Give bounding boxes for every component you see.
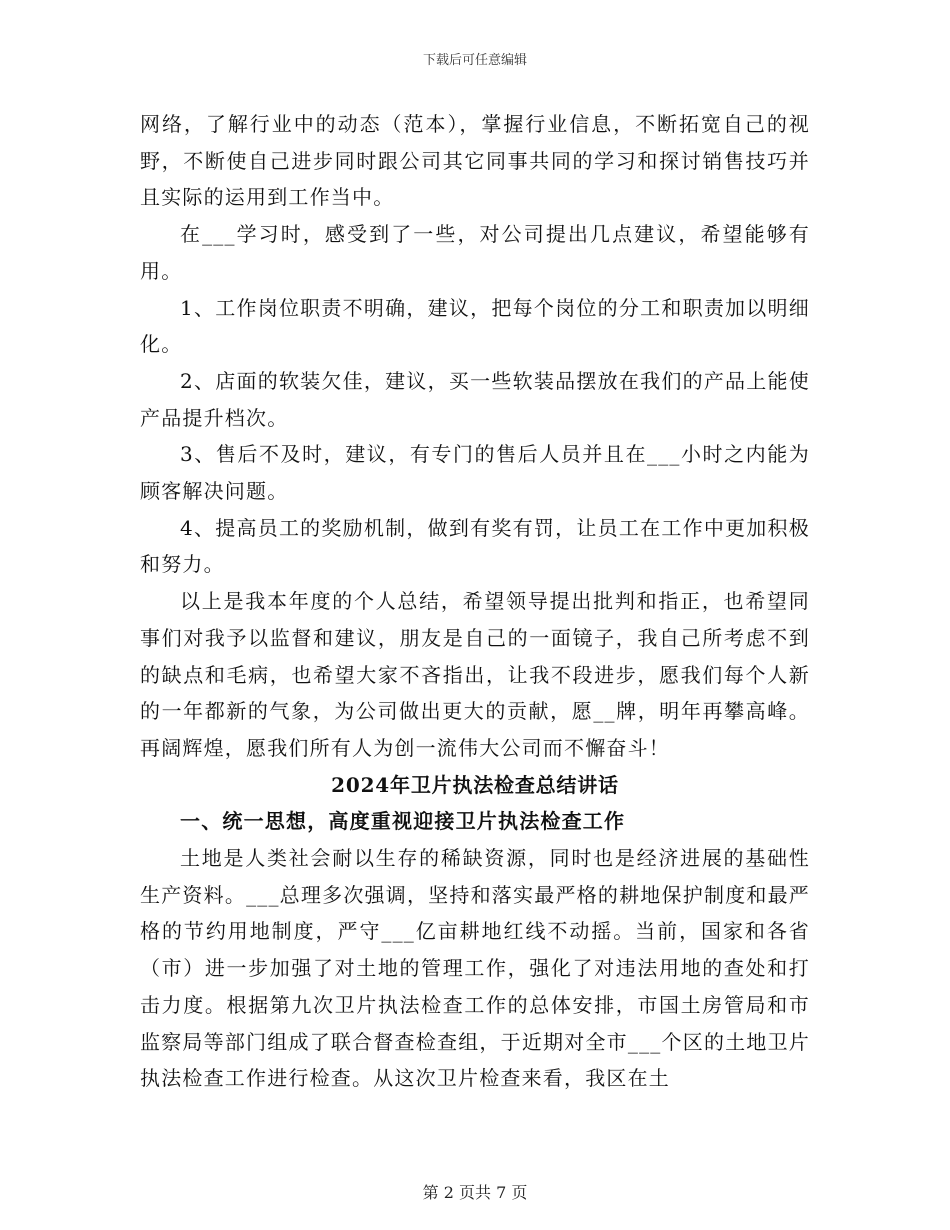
paragraph-closing: 以上是我本年度的个人总结，希望领导提出批判和指正，也希望同事们对我予以监督和建议，朋友是自己的一面镜子，我自己所考虑不到的缺点和毛病，也希望大家不吝指出，让我不段进步，愿我们每个人新的一年都新的气象，为公司做出更大的贡献，愿__牌，明年再攀高峰。再阔辉煌，愿我们所有人为创一流伟大公司而不懈奋斗！ — [140, 589, 810, 760]
page-header: 下载后可任意编辑 — [422, 53, 527, 68]
document-body — [140, 106, 810, 1097]
section-heading: 一、统一思想，高度重视迎接卫片执法检查工作 — [180, 809, 626, 834]
document-title: 2024年卫片执法检查总结讲话 — [331, 772, 619, 797]
suggestion-item-2: 2、店面的软装欠佳，建议，买一些软装品摆放在我们的产品上能使产品提升档次。 — [140, 368, 810, 430]
suggestion-item-3: 3、售后不及时，建议，有专门的售后人员并且在___小时之内能为顾客解决问题。 — [140, 442, 810, 504]
suggestion-item-1: 1、工作岗位职责不明确，建议，把每个岗位的分工和职责加以明细化。 — [140, 295, 810, 357]
section-paragraph: 土地是人类社会耐以生存的稀缺资源，同时也是经济进展的基础性生产资料。___总理多次强调，坚持和落实最严格的耕地保护制度和最严格的节约用地制度，严守___亿亩耕地红线不动摇。当前，国家和各省（市）进一步加强了对土地的管理工作，强化了对违法用地的查处和打击力度。根据第九次卫片执法检查工作的总体安排，市国土房管局和市监察局等部门组成了联合督查检查组，于近期对全市___个区的土地卫片执法检查工作进行检查。从这次卫片检查来看，我区在土 — [140, 846, 810, 1091]
page-number: 第 2 页共 7 页 — [422, 1183, 528, 1202]
suggestion-item-4: 4、提高员工的奖励机制，做到有奖有罚，让员工在工作中更加积极和努力。 — [140, 515, 810, 577]
paragraph-continuation: 网络，了解行业中的动态（范本），掌握行业信息，不断拓宽自己的视野，不断使自己进步同时跟公司其它同事共同的学习和探讨销售技巧并且实际的运用到工作当中。 — [140, 112, 810, 210]
paragraph-suggestions-intro: 在___学习时，感受到了一些，对公司提出几点建议，希望能够有用。 — [140, 222, 810, 283]
